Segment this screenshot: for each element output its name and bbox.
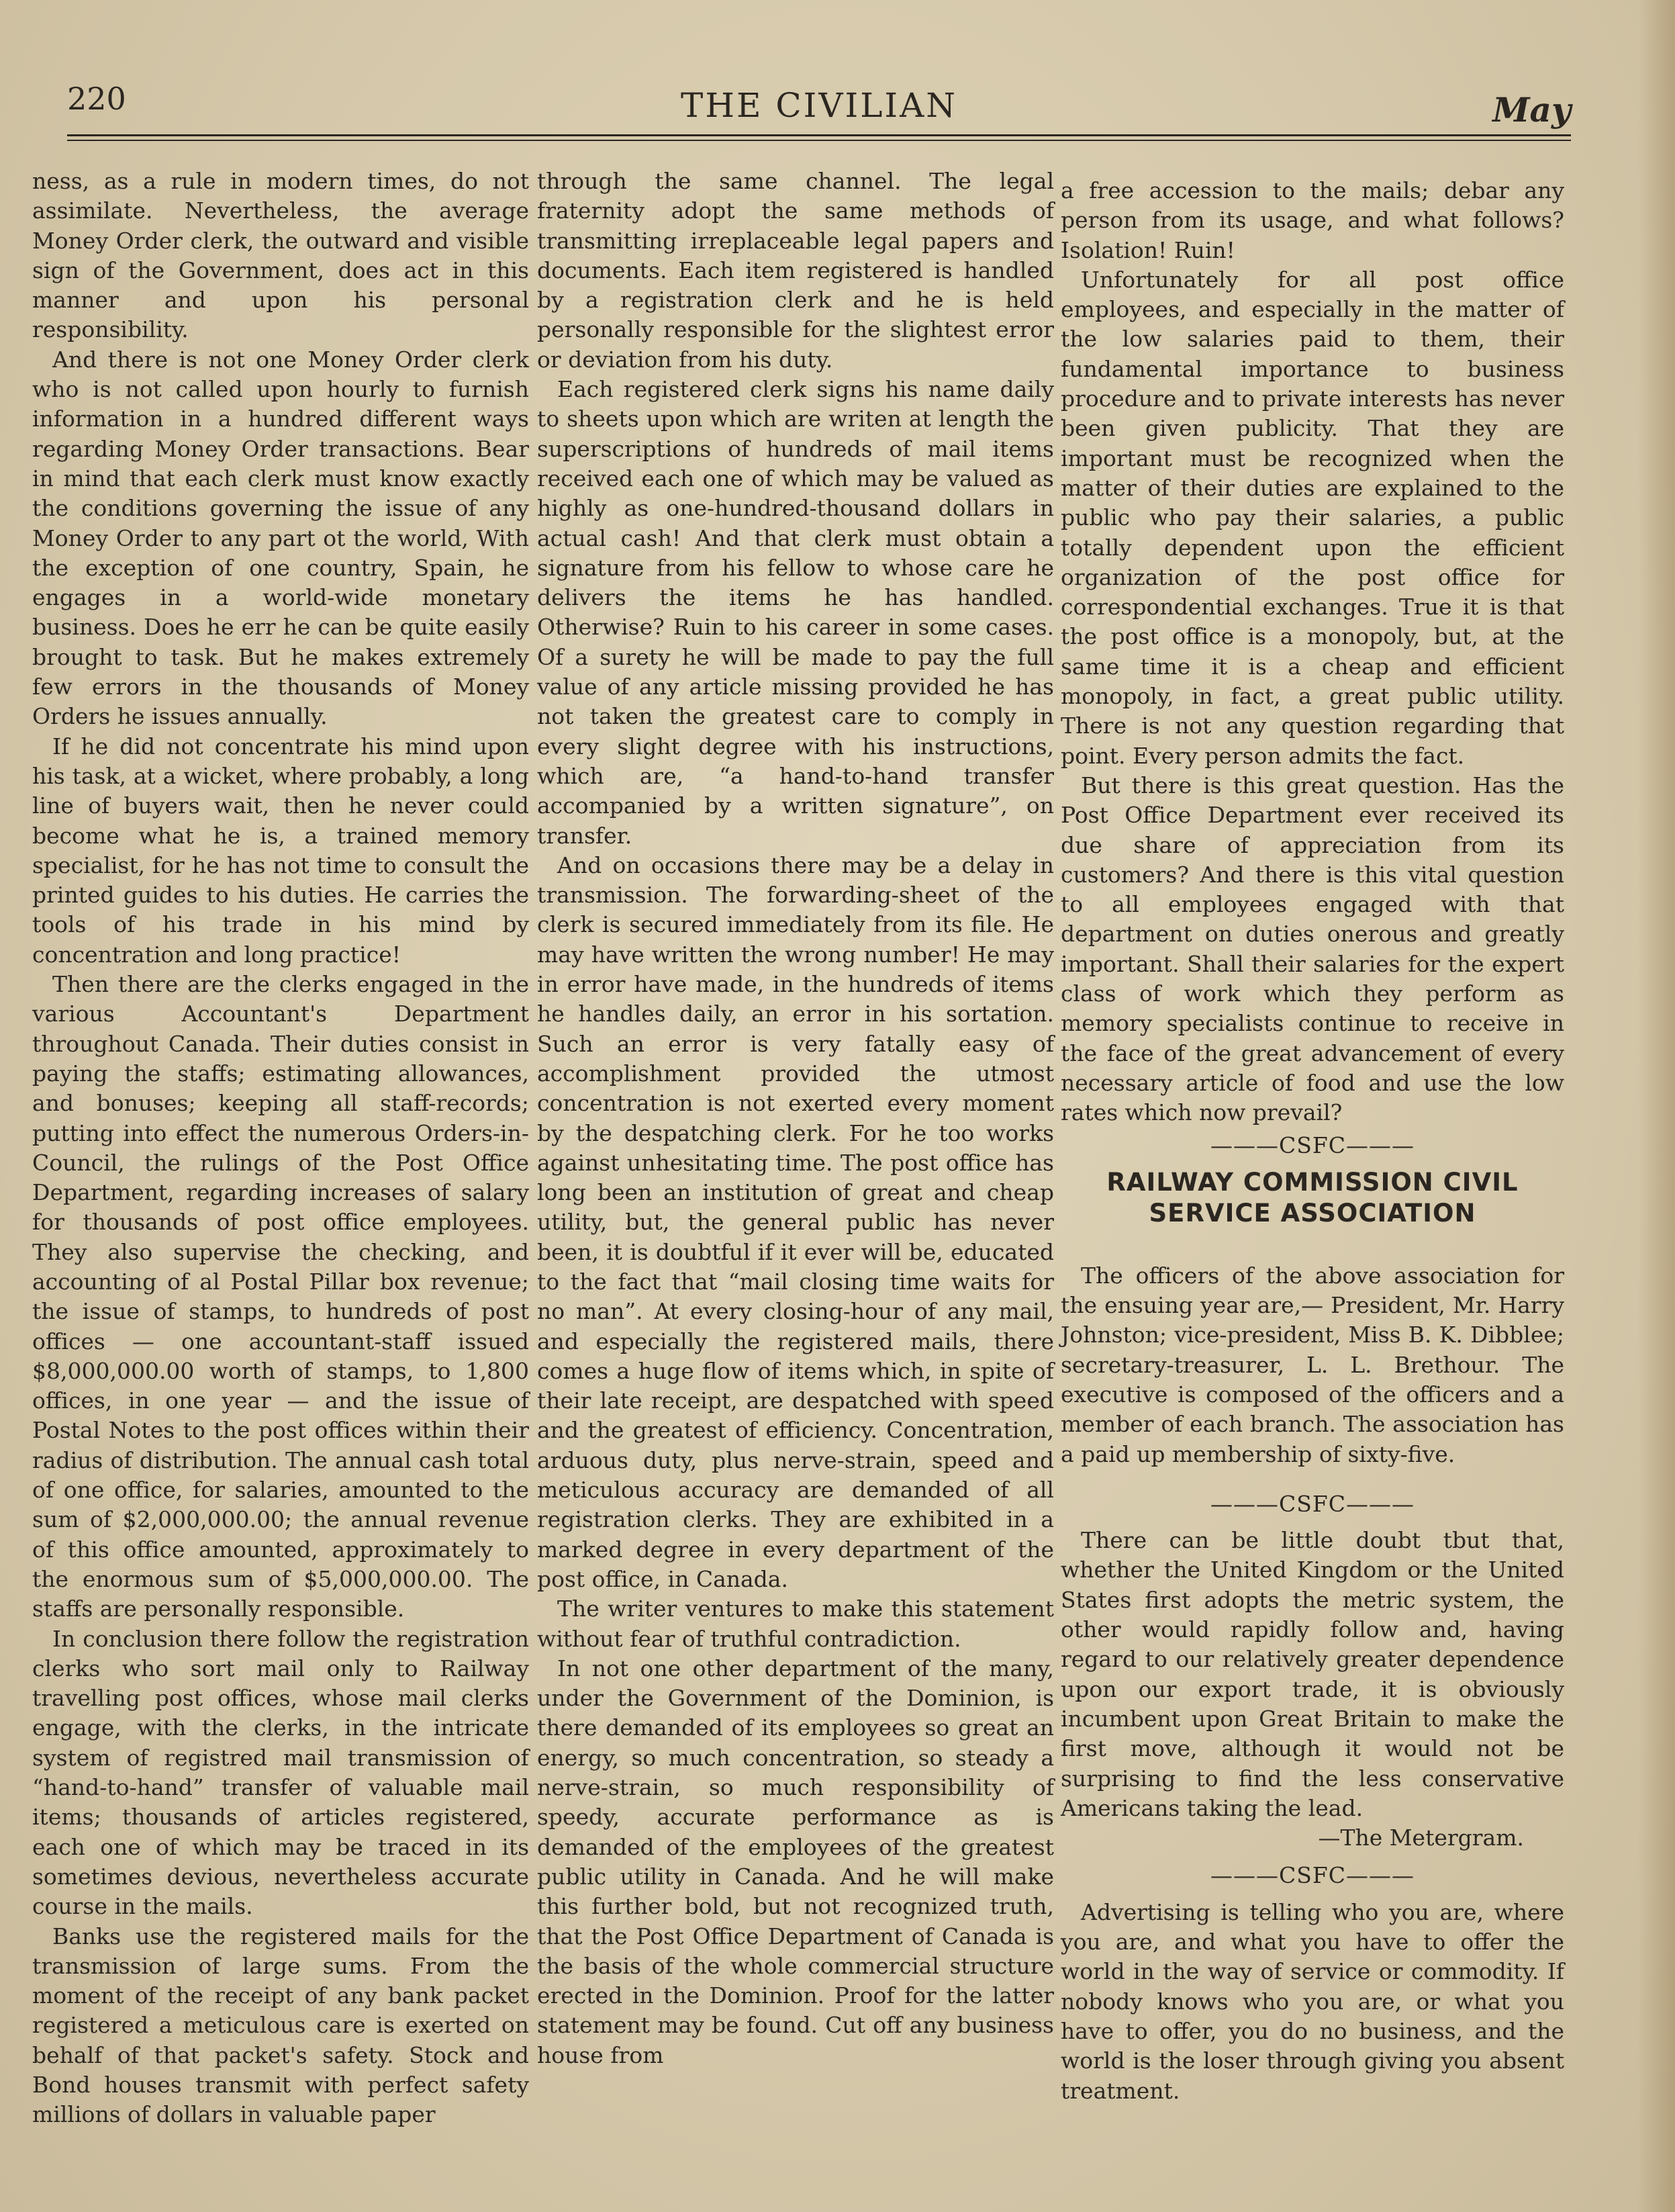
attribution: —The Metergram.	[1318, 1825, 1524, 1851]
paragraph: If he did not concentrate his mind upon his task, at a wicket, where probably, a long line of buyers wait, then he never could become what he is, a trained memory specialist, for he has not time to consult the printed guides to his duties. He carries the tools of his trade in his mind by concentration and long practice!	[32, 733, 529, 968]
column-middle	[537, 167, 1054, 2070]
paragraph: In conclusion there follow the registration clerks who sort mail only to Railway travelling post offices, whose mail clerks engage, with the clerks, in the intricate system of registred mail transmission of “hand-to-hand” transfer of valuable mail items; thousands of articles registered, each one of which may be traced in its sometimes devious, nevertheless accurate course in the mails.	[32, 1625, 529, 1920]
paragraph: In not one other department of the many, under the Government of the Dominion, is there demanded of its employees so great an energy, so much concentration, so steady a nerve-strain, so much responsibility of speedy, accurate performance as is demanded of the employees of the greatest public utility in Canada. And he will make this further bold, but not recognized truth, that the Post Office Department of Canada is the basis of the whole commercial structure erected in the Dominion. Proof for the latter statement may be found. Cut off any business house from	[537, 1655, 1054, 2068]
paragraph: Then there are the clerks engaged in the various Accountant's Department throughout Canada. Their duties consist in paying the staffs; estimating allowances, and bonuses; keeping all staff-records; putting into effect the numerous Orders-in-Council, the rulings of the Post Office Department, regarding increases of salary for thousands of post office employees. They also supervise the checking, and accounting of al Postal Pillar box revenue; the issue of stamps, to hundreds of post offices — one accountant-staff issued $8,000,000.00 worth of stamps, to 1,800 offices, in one year — and the issue of Postal Notes to the post offices within their radius of distribution. The annual cash total of one office, for salaries, amounted to the sum of $2,000,000.00; the annual revenue of this office amounted, approximately to the enormous sum of $5,000,000.00. The staffs are personally responsible.	[32, 971, 529, 1622]
paragraph: And on occasions there may be a delay in transmission. The forwarding-sheet of the clerk is secured immediately from its file. He may have written the wrong number! He may in error have made, in the hundreds of items he handles daily, an error in his sortation. Such an error is very fatally easy of accomplishment provided the utmost concentration is not exerted every moment by the despatching clerk. For he too works against unhesitating time. The post office has long been an institution of great and cheap utility, but, the general public has never been, it is doubtful if it ever will be, educated to the fact that “mail closing time waits for no man”. At every closing-hour of any mail, and especially the registered mails, there comes a huge flow of items which, in spite of their late receipt, are despatched with speed and the greatest of efficiency. Concentration, arduous duty, plus nerve-strain, speed and meticulous accuracy are demanded of all registration clerks. They are exhibited in a marked degree in every department of the post office, in Canada.	[537, 851, 1054, 1592]
paragraph: a free accession to the mails; debar any person from its usage, and what follows? Isolation! Ruin!	[1061, 177, 1564, 263]
column-left	[32, 167, 529, 2130]
paragraph: Banks use the registered mails for the transmission of large sums. From the moment of the receipt of any bank packet registered a meticulous care is exerted on behalf of that packet's safety. Stock and Bond houses transmit with perfect safety millions of dollars in valuable paper	[32, 1923, 529, 2128]
page-edge-shadow	[1638, 0, 1675, 2212]
section-divider: ———CSFC———	[1210, 1132, 1415, 1158]
header-rule-top	[67, 134, 1571, 136]
issue-month: May	[1492, 90, 1571, 130]
section-divider: ———CSFC———	[1210, 1490, 1415, 1517]
paragraph: The officers of the above association for the ensuing year are,— President, Mr. Harry Johnston; vice-president, Miss B. K. Dibblee; secretary-treasurer, L. L. Brethour. The executive is composed of the officers and a member of each branch. The association has a paid up membership of sixty-five.	[1061, 1262, 1564, 1467]
paragraph: The writer ventures to make this statement without fear of truthful contradiction.	[537, 1596, 1054, 1652]
heading-line: SERVICE ASSOCIATION	[1149, 1198, 1476, 1228]
section-divider: ———CSFC———	[1210, 1862, 1415, 1889]
paragraph: Advertising is telling who you are, where you are, and what you have to offer the world in the way of service or commodity. If nobody knows who you are, or what you have to offer, you do no business, and the world is the loser through giving you absent treatment.	[1061, 1898, 1564, 2104]
header-rule-bottom	[67, 140, 1571, 141]
heading-line: RAILWAY COMMISSION CIVIL	[1106, 1167, 1519, 1197]
paragraph: There can be little doubt tbut that, whether the United Kingdom or the United States first adopts the metric system, the other would rapidly follow and, having regard to our relatively greater dependence upon our export trade, it is obviously incumbent upon Great Britain to make the first move, although it would not be surprising to find the less conservative Americans taking the lead.	[1061, 1527, 1564, 1821]
paragraph: ness, as a rule in modern times, do not assimilate. Nevertheless, the average Money Order clerk, the outward and visible sign of the Government, does act in this manner and upon his personal responsibility.	[32, 168, 529, 343]
page-number: 220	[67, 81, 126, 117]
paragraph: Each registered clerk signs his name daily to sheets upon which are writen at length the superscriptions of hundreds of mail items received each one of which may be valued as highly as one-hundred-thousand dollars in actual cash! And that clerk must obtain a signature from his fellow to whose care he delivers the items he has handled. Otherwise? Ruin to his career in some cases. Of a surety he will be made to pay the full value of any article missing provided he has not taken the greatest care to comply in every slight degree with his instructions, which are, “a hand-to-hand transfer accompanied by a written signature”, on transfer.	[537, 376, 1054, 849]
paragraph: And there is not one Money Order clerk who is not called upon hourly to furnish information in a hundred different ways regarding Money Order transactions. Bear in mind that each clerk must know exactly the conditions governing the issue of any Money Order to any part ot the world, With the exception of one country, Spain, he engages in a world-wide monetary business. Does he err he can be quite easily brought to task. But he makes extremely few errors in the thousands of Money Orders he issues annually.	[32, 346, 529, 730]
paragraph: But there is this great question. Has the Post Office Department ever received its due share of appreciation from its customers? And there is this vital question to all employees engaged with that department on duties onerous and greatly important. Shall their salaries for the expert class of work which they perform as memory specialists continue to receive in the face of the great advancement of every necessary article of food and use the low rates which now prevail?	[1061, 772, 1564, 1126]
paragraph: Unfortunately for all post office employees, and especially in the matter of the low salaries paid to them, their fundamental importance to business procedure and to private interests has never been given publicity. That they are important must be recognized when the matter of their duties are explained to the public who pay their salaries, a public totally dependent upon the efficient organization of the post office for correspondential exchanges. True it is that the post office is a monopoly, but, at the same time it is a cheap and efficient monopoly, in fact, a great public utility. There is not any question regarding that point. Every person admits the fact.	[1061, 266, 1564, 769]
section-heading	[1061, 1167, 1564, 1229]
page-header	[67, 81, 1571, 134]
publication-title: THE CIVILIAN	[680, 86, 958, 125]
column-right	[1061, 176, 1564, 2106]
paragraph: through the same channel. The legal fraternity adopt the same methods of transmitting irreplaceable legal papers and documents. Each item registered is handled by a registration clerk and he is held personally responsible for the slightest error or deviation from his duty.	[537, 168, 1054, 373]
